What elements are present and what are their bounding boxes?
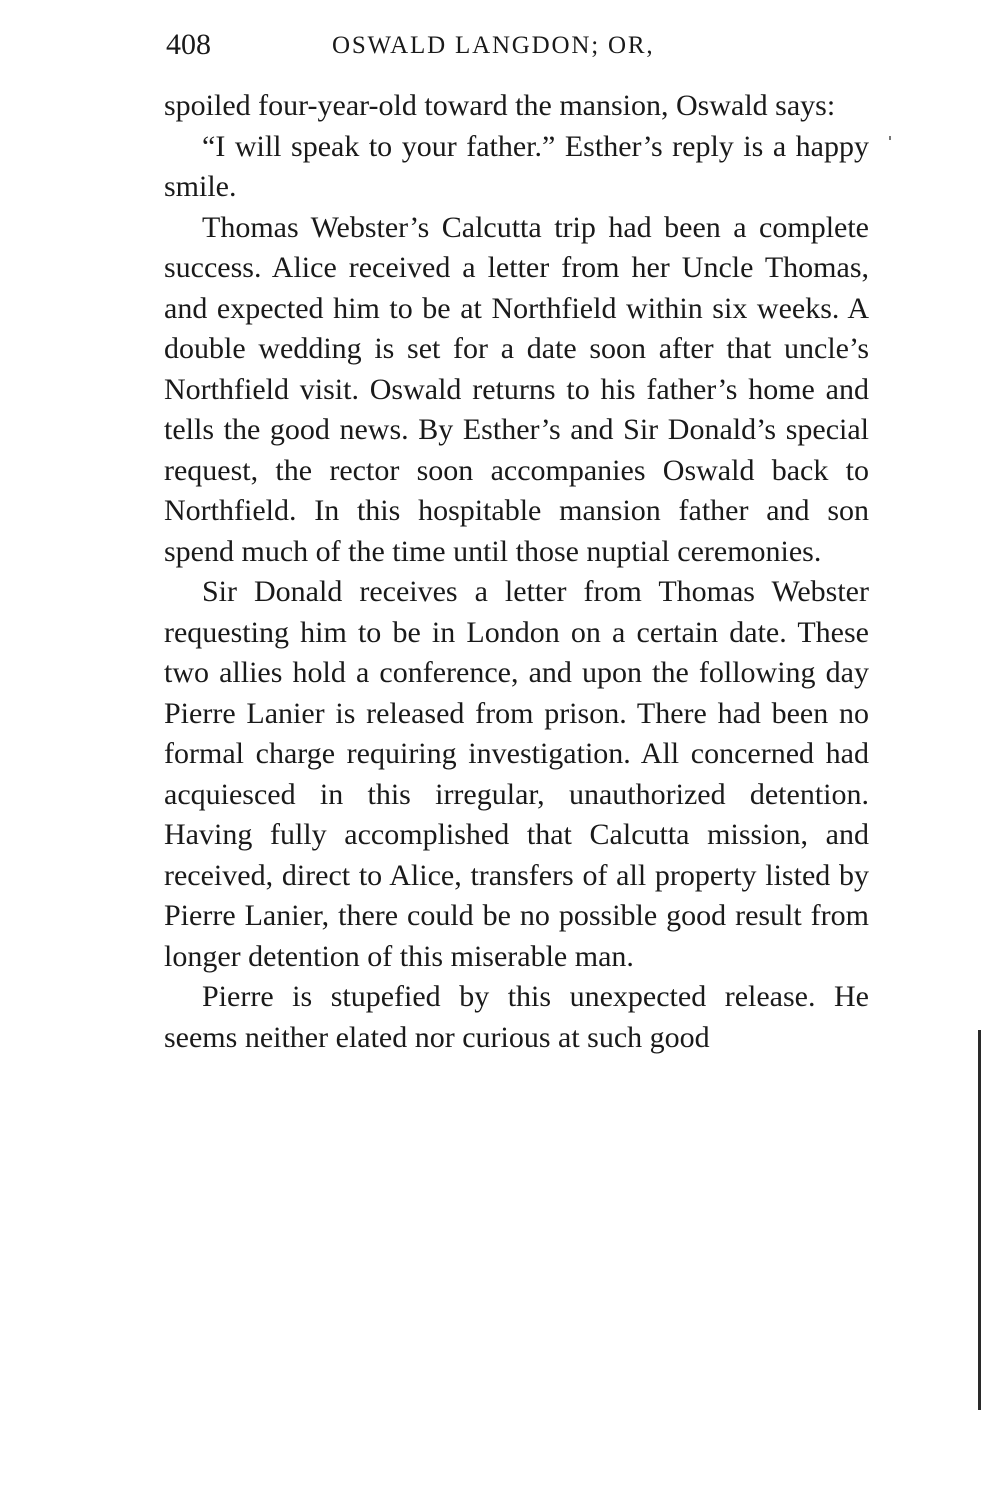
page-number: 408 [166,28,211,61]
paragraph-continuation: spoiled four-year-old toward the mansion, Oswald says: [164,89,836,122]
paragraph-calcutta-trip: Thomas Webster’s Calcutta trip had been a complete success. Alice received a letter from her Uncle Thomas, and expected him to be at Northfield within six weeks. A double wedding is set for a date soon after that uncle’s Northfield visit. Oswald returns to his father’s home and tells the good news. By Esther’s and Sir Donald’s special request, the rector soon accompanies Oswald back to Northfield. In this hospitable mansion father and son spend much of the time until those nuptial ceremonies. [164,210,869,568]
scan-speck [889,136,891,140]
running-head [166,28,866,68]
paragraph-oswald-speaks: “I will speak to your father.” Esther’s reply is a happy smile. [164,129,869,203]
paragraph-pierre-release: Pierre is stupefied by this unexpected release. He seems neither elated nor curious at such good [164,980,869,1054]
paragraph-sir-donald-letter: Sir Donald receives a letter from Thomas Webster requesting him to be in London on a certain date. These two allies hold a conference, and upon the following day Pierre Lanier is released from prison. There had been no formal charge requiring investigation. All concerned had acquiesced in this irregular, unauthorized detention. Having fully accomplished that Calcutta mission, and received, direct to Alice, transfers of all property listed by Pierre Lanier, there could be no possible good result from longer detention of this miserable man. [164,575,869,973]
body-text [164,86,869,1058]
running-title: OSWALD LANGDON; OR, [332,32,655,59]
scan-edge-shadow [978,1030,981,1410]
